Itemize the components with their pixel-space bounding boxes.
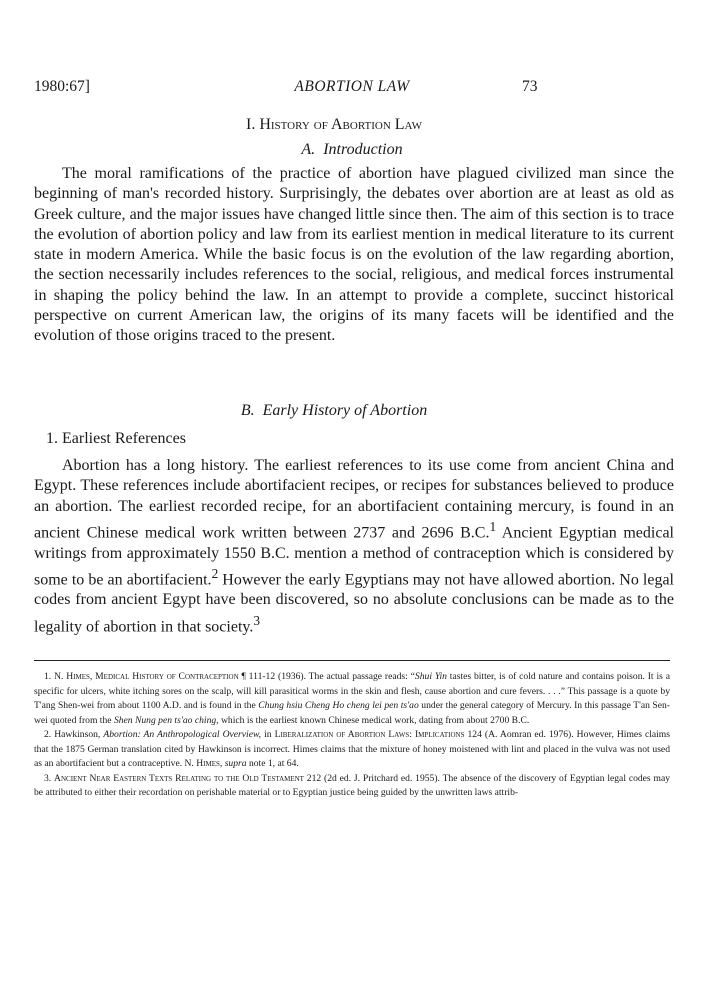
paragraph-text: However the early Egyptians may not have allowed abortion. No legal codes from ancient Egypt have been discovered, so no absolute conclusions can be made as to the legality of abortion in that society. bbox=[34, 571, 675, 636]
paragraph-text: Ancient Egyptian medical writings from approximately 1550 B.C. mention a method of contraception which is considered by some to be an abortifacient. bbox=[34, 524, 675, 589]
footnote-number: 2. bbox=[44, 729, 52, 741]
footnote-number: 3. bbox=[44, 772, 52, 784]
footnote-italic: Chung hsiu Cheng Ho cheng lei pen ts'ao bbox=[258, 700, 419, 712]
footnote-italic: Shen Nung pen ts'ao ching, bbox=[113, 714, 219, 726]
footnote-text: under the general category of Mercury. In this passage T'an Sen-wei quoted from the bbox=[34, 700, 670, 726]
footnote-book: Liberalization of Abortion Laws: Implications bbox=[274, 729, 465, 741]
footnote-italic: supra bbox=[224, 758, 247, 770]
footnote-text: note 1, at 64. bbox=[246, 758, 299, 770]
footnote-book: Ancient Near Eastern Texts Relating to the Old Testament bbox=[54, 772, 304, 784]
footnote-author: N. Himes, bbox=[54, 671, 93, 682]
footnote-1 bbox=[34, 670, 670, 728]
footnote-work: Medical History of Contraception bbox=[95, 671, 239, 682]
footnote-ref-3[interactable]: 3 bbox=[253, 612, 261, 628]
section-title: History of Abortion Law bbox=[259, 116, 422, 133]
running-header-citation: 1980:67] bbox=[34, 78, 90, 95]
footnote-ref-2[interactable]: 2 bbox=[211, 565, 219, 581]
running-header-title: ABORTION LAW bbox=[294, 78, 410, 95]
subsection-letter-b: B. bbox=[240, 402, 255, 419]
section-numeral: I. bbox=[246, 116, 256, 133]
subsection-title-a: Introduction bbox=[323, 141, 403, 158]
page-number: 73 bbox=[522, 78, 538, 95]
footnote-text: tastes bitter, is of cold nature and contains poison. It is a specific for ulcers, white itching sores on the scalp, will kill parasitical worms in the skin and flesh, cause abortion and cure fevers. . . .” This passage is a quote by T'ang Shen-wei from about 1100 A.D. and is found in the bbox=[34, 671, 670, 712]
subheading-earliest-references: 1. Earliest References bbox=[46, 430, 186, 447]
paragraph-text: Abortion has a long history. The earliest references to its use come from ancient China and Egypt. These references include abortifacient recipes, or recipes for substances believed to produce an abortion. The earliest recorded recipe, for an abortifacient containing mercury, is found in an ancient Chinese medical work written between 2737 and 2696 B.C. bbox=[34, 457, 674, 542]
footnote-title: Abortion: An Anthropological Overview, bbox=[103, 729, 262, 741]
footnote-divider bbox=[34, 660, 670, 661]
footnote-2 bbox=[34, 728, 670, 772]
footnote-italic: Shui Yin bbox=[414, 671, 447, 682]
subsection-heading-a bbox=[0, 141, 704, 159]
subsection-letter-a: A. bbox=[301, 141, 316, 158]
subsection-title-b: Early History of Abortion bbox=[262, 402, 428, 419]
subsection-heading-b bbox=[0, 402, 686, 420]
footnote-text: in bbox=[261, 729, 275, 741]
footnote-author: N. Himes, bbox=[184, 758, 223, 770]
section-heading bbox=[0, 116, 686, 134]
paragraph-early-history bbox=[34, 456, 674, 637]
footnote-text: 212 (2d ed. J. Pritchard ed. 1955). The absence of the discovery of Egyptian legal codes may be attributed to either their recordation on perishable material or to Egyptian justice being guided by the unwritten laws attrib- bbox=[34, 772, 671, 799]
paragraph-introduction: The moral ramifications of the practice of abortion have plagued civilized man since the beginning of man's recorded history. Surprisingly, the debates over abortion are at least as old as Greek culture, and the major issues have changed little since then. The aim of this section is to trace the evolution of abortion policy and law from its earliest mention in medical literature to its current state in modern America. While the basic focus is on the evolution of the law regarding abortion, the section necessarily includes references to the social, religious, and medical forces instrumental in shaping the policy behind the law. In an attempt to provide a complete, succinct historical perspective on current American law, the origins of its many facets will be identified and the evolution of those origins traced to the present. bbox=[34, 165, 674, 345]
footnote-number: 1. bbox=[44, 671, 52, 682]
footnote-text: 124 (A. Aomran ed. 1976). However, Himes claims that the 1875 German translation cited by Hawkinson is incorrect. Himes claims that the mixture of honey moistened with lint and placed in the vulva was not used as an abortifacient but a contraceptive. bbox=[34, 729, 670, 770]
footnote-author: Hawkinson, bbox=[54, 729, 101, 741]
footnote-text: ¶ 111-12 (1936). The actual passage reads: “ bbox=[241, 671, 415, 682]
footnote-text: which is the earliest known Chinese medical work, dating from about 2700 B.C. bbox=[218, 714, 530, 726]
footnotes bbox=[34, 670, 670, 801]
footnote-ref-1[interactable]: 1 bbox=[489, 518, 497, 534]
footnote-3 bbox=[34, 772, 670, 801]
